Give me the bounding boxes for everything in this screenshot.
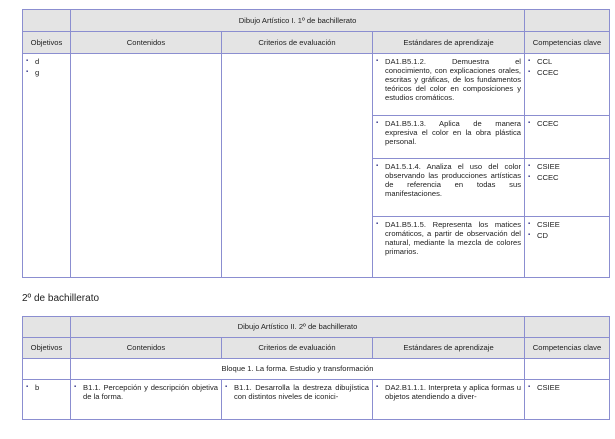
objective-item: ▪ b	[26, 383, 67, 392]
standard-text: ▪ DA1.B5.1.2. Demuestra el conocimiento, con explicaciones orales, escritas y gráficas, de los fundamentos teóricos del color en composiciones y estudios cromáticos.	[376, 57, 521, 103]
table2-header-contenidos: Contenidos	[71, 338, 222, 359]
competency-item: ▪ CCEC	[528, 68, 606, 77]
table2-header-objetivos: Objetivos	[23, 338, 71, 359]
table1-empty-corner-right	[525, 10, 610, 32]
competency-cell	[525, 159, 610, 217]
table1-header-objetivos: Objetivos	[23, 32, 71, 54]
standard-cell	[373, 159, 525, 217]
content-text: ▪ B1.1. Percepción y descripción objetiva de la forma.	[74, 383, 218, 401]
table2-competency-cell	[525, 380, 610, 420]
section-heading: 2º de bachillerato	[22, 293, 100, 304]
competency-item: ▪ CSIEE	[528, 162, 606, 171]
table2-header-competencias: Competencias clave	[525, 338, 610, 359]
table2-header-criterios: Criterios de evaluación	[222, 338, 373, 359]
criterion-text: ▪ B1.1. Desarrolla la destreza dibujística con distintos niveles de iconici-	[225, 383, 369, 401]
competency-item: ▪ CCEC	[528, 173, 606, 182]
table2-criterion-cell	[222, 380, 373, 420]
objective-item: ▪ d	[26, 57, 67, 66]
table2-objective-cell	[23, 380, 71, 420]
table1-header-contenidos: Contenidos	[71, 32, 222, 54]
competency-cell	[525, 116, 610, 159]
objective-item: ▪ g	[26, 68, 67, 77]
table2-standard-cell	[373, 380, 525, 420]
competency-item: ▪ CCL	[528, 57, 606, 66]
standard-text: ▪ DA1.B5.1.5. Representa los matices cromáticos, a partir de observación del natural, mediante la mezcla de colores primarios.	[376, 220, 521, 256]
competency-item: ▪ CD	[528, 231, 606, 240]
competency-cell	[525, 54, 610, 116]
standard-cell	[373, 116, 525, 159]
curriculum-table-1	[22, 9, 610, 278]
standard-cell	[373, 54, 525, 116]
table1-criteria-cell	[222, 54, 373, 278]
competency-cell	[525, 217, 610, 278]
competency-item: ▪ CCEC	[528, 119, 606, 128]
table1-empty-corner	[23, 10, 71, 32]
standard-cell	[373, 217, 525, 278]
table2-empty-corner-right	[525, 317, 610, 338]
competency-item: ▪ CSIEE	[528, 383, 606, 392]
table2-block-empty	[23, 359, 71, 380]
table1-objectives-cell	[23, 54, 71, 278]
table2-block-empty-right	[525, 359, 610, 380]
table1-header-criterios: Criterios de evaluación	[222, 32, 373, 54]
table2-header-estandares: Estándares de aprendizaje	[373, 338, 525, 359]
table2-empty-corner	[23, 317, 71, 338]
standard-text: ▪ DA1.5.1.4. Analiza el uso del color observando las producciones artísticas de referencia en todas sus manifestaciones.	[376, 162, 521, 198]
table1-header-competencias: Competencias clave	[525, 32, 610, 54]
table2-title: Dibujo Artístico II. 2º de bachillerato	[71, 317, 525, 338]
table2-content-cell	[71, 380, 222, 420]
table1-header-estandares: Estándares de aprendizaje	[373, 32, 525, 54]
standard-text: ▪ DA2.B1.1.1. Interpreta y aplica formas u objetos atendiendo a diver-	[376, 383, 521, 401]
table1-contents-cell	[71, 54, 222, 278]
table2-block-title: Bloque 1. La forma. Estudio y transformación	[71, 359, 525, 380]
competency-item: ▪ CSIEE	[528, 220, 606, 229]
curriculum-table-2	[22, 316, 610, 420]
table1-title: Dibujo Artístico I. 1º de bachillerato	[71, 10, 525, 32]
standard-text: ▪ DA1.B5.1.3. Aplica de manera expresiva el color en la obra plástica personal.	[376, 119, 521, 146]
